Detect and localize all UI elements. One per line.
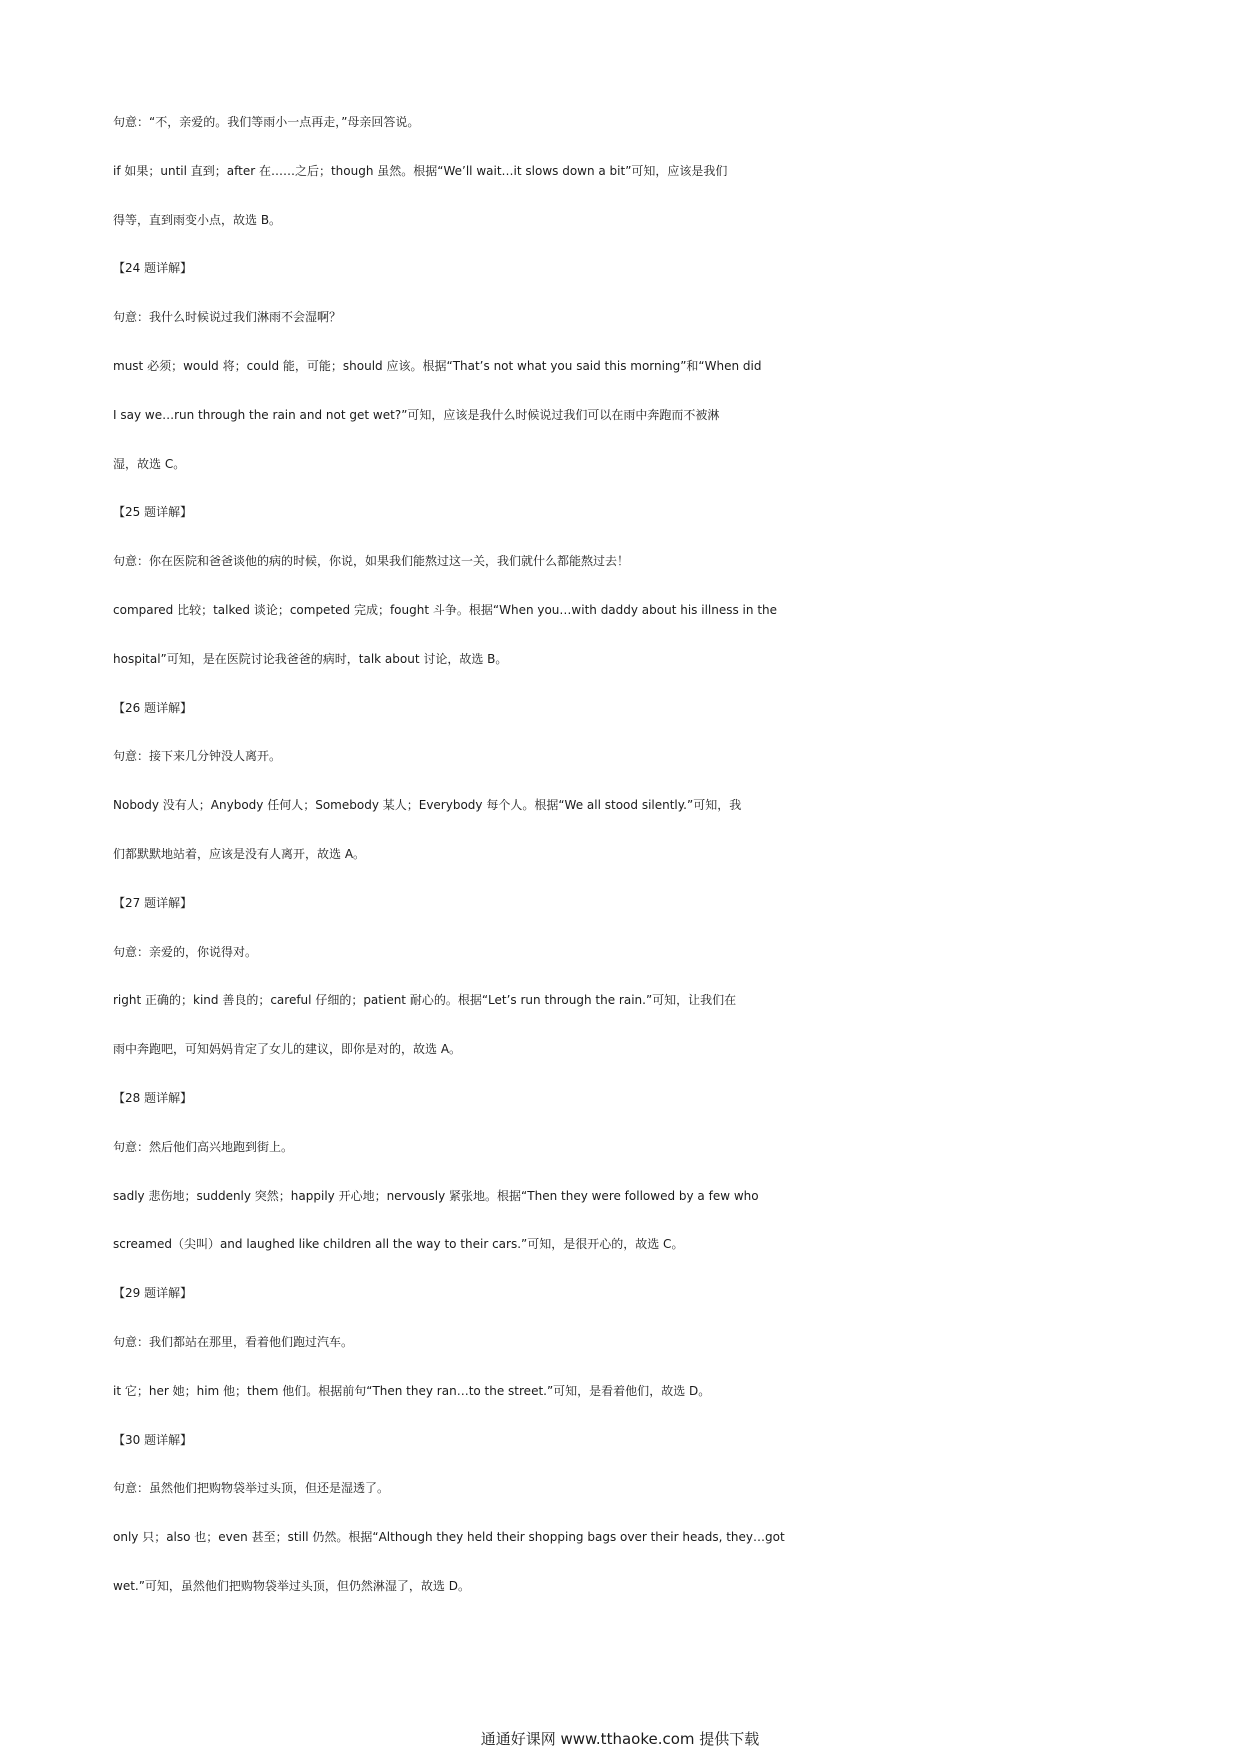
section-heading: 【28 题详解】 xyxy=(113,1090,193,1105)
text-line: if 如果；until 直到；after 在……之后；though 虽然。根据“We’ll wait…it slows down a bit”可知，应该是我们 xyxy=(113,163,728,178)
text-line: 句意：“不，亲爱的。我们等雨小一点再走，”母亲回答说。 xyxy=(113,115,420,129)
text-line: wet.”可知，虽然他们把购物袋举过头顶，但仍然淋湿了，故选 D。 xyxy=(113,1578,470,1593)
text-line: I say we…run through the rain and not get wet?”可知，应该是我什么时候说过我们可以在雨中奔跑而不被淋 xyxy=(113,407,720,422)
text-line: 句意：接下来几分钟没人离开。 xyxy=(113,749,282,764)
text-line: 雨中奔跑吧，可知妈妈肯定了女儿的建议，即你是对的，故选 A。 xyxy=(113,1042,462,1057)
text-line: 们都默默地站着，应该是没有人离开，故选 A。 xyxy=(113,846,366,861)
document-body xyxy=(113,98,1133,1611)
text-line: 句意：亲爱的，你说得对。 xyxy=(113,944,258,959)
text-line: sadly 悲伤地；suddenly 突然；happily 开心地；nervously 紧张地。根据“Then they were followed by a few who xyxy=(113,1188,759,1203)
text-line: right 正确的；kind 善良的；careful 仔细的；patient 耐心的。根据“Let’s run through the rain.”可知，让我们在 xyxy=(113,993,737,1008)
section-heading: 【26 题详解】 xyxy=(113,700,193,715)
section-heading: 【27 题详解】 xyxy=(113,895,193,910)
text-line: 句意：然后他们高兴地跑到街上。 xyxy=(113,1139,294,1154)
text-line: 得等，直到雨变小点，故选 B。 xyxy=(113,212,282,227)
text-line: hospital”可知，是在医院讨论我爸爸的病时，talk about 讨论，故选 B。 xyxy=(113,651,508,666)
section-heading: 【29 题详解】 xyxy=(113,1286,193,1301)
text-line: 句意：我们都站在那里，看着他们跑过汽车。 xyxy=(113,1334,354,1349)
text-line: 句意：我什么时候说过我们淋雨不会湿啊？ xyxy=(113,310,342,325)
section-heading: 【30 题详解】 xyxy=(113,1432,193,1447)
text-line: it 它；her 她；him 他；them 他们。根据前句“Then they ran…to the street.”可知，是看着他们，故选 D。 xyxy=(113,1383,711,1398)
text-line: Nobody 没有人；Anybody 任何人；Somebody 某人；Everybody 每个人。根据“We all stood silently.”可知，我 xyxy=(113,798,742,813)
section-heading: 【25 题详解】 xyxy=(113,505,193,520)
text-line: must 必须；would 将；could 能，可能；should 应该。根据“That’s not what you said this morning”和“When did xyxy=(113,358,762,373)
text-line: 句意：虽然他们把购物袋举过头顶，但还是湿透了。 xyxy=(113,1481,390,1496)
text-line: only 只；also 也；even 甚至；still 仍然。根据“Although they held their shopping bags over their heads, they…got xyxy=(113,1530,785,1545)
section-heading: 【24 题详解】 xyxy=(113,261,193,276)
text-line: screamed（尖叫）and laughed like children all the way to their cars.”可知，是很开心的，故选 C。 xyxy=(113,1237,684,1252)
page-footer: 通通好课网 www.tthaoke.com 提供下载 xyxy=(480,1730,760,1748)
text-line: compared 比较；talked 谈论；competed 完成；fought 斗争。根据“When you…with daddy about his illness in the xyxy=(113,602,778,617)
text-line: 句意：你在医院和爸爸谈他的病的时候，你说，如果我们能熬过这一关，我们就什么都能熬过去！ xyxy=(113,554,630,569)
text-line: 湿，故选 C。 xyxy=(113,456,186,471)
